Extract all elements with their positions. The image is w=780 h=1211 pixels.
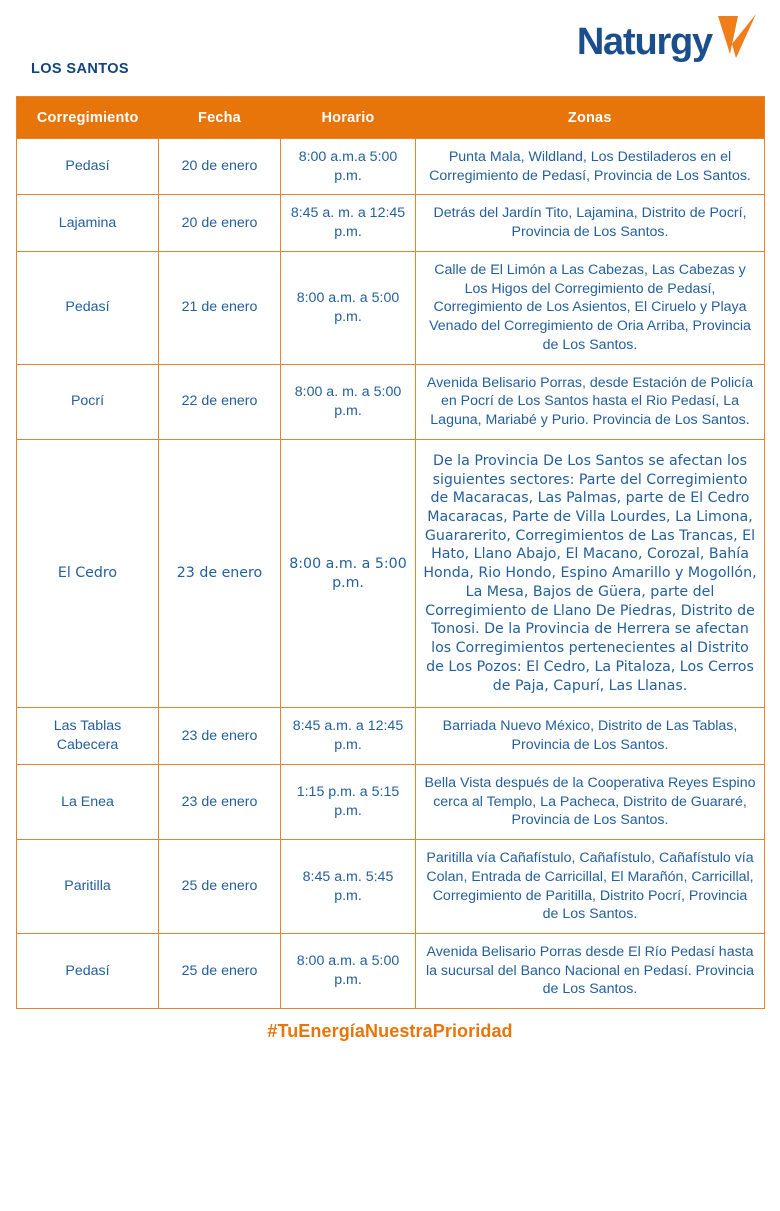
cell-corregimiento: Las Tablas Cabecera bbox=[17, 708, 159, 764]
cell-corregimiento: La Enea bbox=[17, 764, 159, 839]
cell-zonas: Paritilla vía Cañafístulo, Cañafístulo, Cañafístulo vía Colan, Entrada de Carricillal, El Marañón, Carricillal, Corregimiento de Paritilla, Distrito Pocrí, Provincia de Los Santos. bbox=[416, 840, 765, 934]
table-row bbox=[17, 439, 765, 708]
cell-corregimiento: Pedasí bbox=[17, 139, 159, 195]
cell-fecha: 23 de enero bbox=[159, 708, 281, 764]
cell-fecha: 25 de enero bbox=[159, 840, 281, 934]
table-body bbox=[17, 139, 765, 1009]
brand-wordmark: Naturgy bbox=[576, 21, 712, 63]
cell-zonas: Barriada Nuevo México, Distrito de Las Tablas, Provincia de Los Santos. bbox=[416, 708, 765, 764]
cell-horario: 8:00 a.m. a 5:00 p.m. bbox=[281, 251, 416, 364]
cell-fecha: 20 de enero bbox=[159, 195, 281, 251]
cell-zonas: Calle de El Limón a Las Cabezas, Las Cabezas y Los Higos del Corregimiento de Pedasí, Corregimiento de Los Asientos, El Ciruelo y Playa Venado del Corregimiento de Oria Arriba, Provincia de Los Santos. bbox=[416, 251, 765, 364]
table-row bbox=[17, 933, 765, 1008]
page-title: LOS SANTOS bbox=[31, 61, 129, 77]
cell-horario: 8:45 a. m. a 12:45 p.m. bbox=[281, 195, 416, 251]
table-header bbox=[17, 97, 765, 139]
cell-fecha: 22 de enero bbox=[159, 364, 281, 439]
table-row bbox=[17, 840, 765, 934]
cell-horario: 8:45 a.m. 5:45 p.m. bbox=[281, 840, 416, 934]
cell-horario: 1:15 p.m. a 5:15 p.m. bbox=[281, 764, 416, 839]
cell-fecha: 25 de enero bbox=[159, 933, 281, 1008]
outage-table-container bbox=[16, 96, 764, 1009]
cell-corregimiento: Pocrí bbox=[17, 364, 159, 439]
cell-zonas: Punta Mala, Wildland, Los Destiladeros en el Corregimiento de Pedasí, Provincia de Los Santos. bbox=[416, 139, 765, 195]
cell-zonas: Avenida Belisario Porras desde El Río Pedasí hasta la sucursal del Banco Nacional en Pedasí. Provincia de Los Santos. bbox=[416, 933, 765, 1008]
cell-zonas: Bella Vista después de la Cooperativa Reyes Espino cerca al Templo, La Pacheca, Distrito de Guararé, Provincia de Los Santos. bbox=[416, 764, 765, 839]
cell-zonas: Detrás del Jardín Tito, Lajamina, Distrito de Pocrí, Provincia de Los Santos. bbox=[416, 195, 765, 251]
table-row bbox=[17, 251, 765, 364]
table-header-row bbox=[17, 97, 765, 139]
table-row bbox=[17, 364, 765, 439]
cell-horario: 8:45 a.m. a 12:45 p.m. bbox=[281, 708, 416, 764]
table-row bbox=[17, 708, 765, 764]
cell-fecha: 23 de enero bbox=[159, 439, 281, 708]
cell-corregimiento: Pedasí bbox=[17, 933, 159, 1008]
page-footer bbox=[0, 1021, 780, 1042]
cell-horario: 8:00 a.m. a 5:00 p.m. bbox=[281, 439, 416, 708]
page-header bbox=[0, 0, 780, 96]
column-header-corregimiento: Corregimiento bbox=[17, 97, 159, 139]
cell-horario: 8:00 a. m. a 5:00 p.m. bbox=[281, 364, 416, 439]
outage-table bbox=[16, 96, 765, 1009]
cell-corregimiento: Paritilla bbox=[17, 840, 159, 934]
cell-fecha: 20 de enero bbox=[159, 139, 281, 195]
cell-horario: 8:00 a.m.a 5:00 p.m. bbox=[281, 139, 416, 195]
column-header-horario: Horario bbox=[281, 97, 416, 139]
cell-corregimiento: Pedasí bbox=[17, 251, 159, 364]
cell-fecha: 23 de enero bbox=[159, 764, 281, 839]
naturgy-flame-icon bbox=[712, 10, 758, 62]
cell-zonas: Avenida Belisario Porras, desde Estación de Policía en Pocrí de Los Santos hasta el Rio Pedasí, La Laguna, Mariabé y Purio. Provincia de Los Santos. bbox=[416, 364, 765, 439]
table-row bbox=[17, 764, 765, 839]
table-row bbox=[17, 139, 765, 195]
column-header-fecha: Fecha bbox=[159, 97, 281, 139]
cell-fecha: 21 de enero bbox=[159, 251, 281, 364]
cell-zonas: De la Provincia De Los Santos se afectan los siguientes sectores: Parte del Corregimiento de Macaracas, Las Palmas, parte de El Cedro Macaracas, Parte de Villa Lourdes, La Limona, Guararerito, Corregimientos de Las Trancas, El Hato, Llano Abajo, El Macano, Corozal, Bahía Honda, Rio Hondo, Espino Amarillo y Mogollón, La Mesa, Bajos de Güera, parte del Corregimiento de Llano De Piedras, Distrito de Tonosi. De la Provincia de Herrera se afectan los Corregimientos pertenecientes al Distrito de Los Pozos: El Cedro, La Pitaloza, Los Cerros de Paja, Capurí, Las Llanas. bbox=[416, 439, 765, 708]
naturgy-logo bbox=[577, 22, 758, 62]
cell-horario: 8:00 a.m. a 5:00 p.m. bbox=[281, 933, 416, 1008]
table-row bbox=[17, 195, 765, 251]
cell-corregimiento: Lajamina bbox=[17, 195, 159, 251]
cell-corregimiento: El Cedro bbox=[17, 439, 159, 708]
campaign-hashtag: #TuEnergíaNuestraPrioridad bbox=[267, 1021, 513, 1042]
column-header-zonas: Zonas bbox=[416, 97, 765, 139]
